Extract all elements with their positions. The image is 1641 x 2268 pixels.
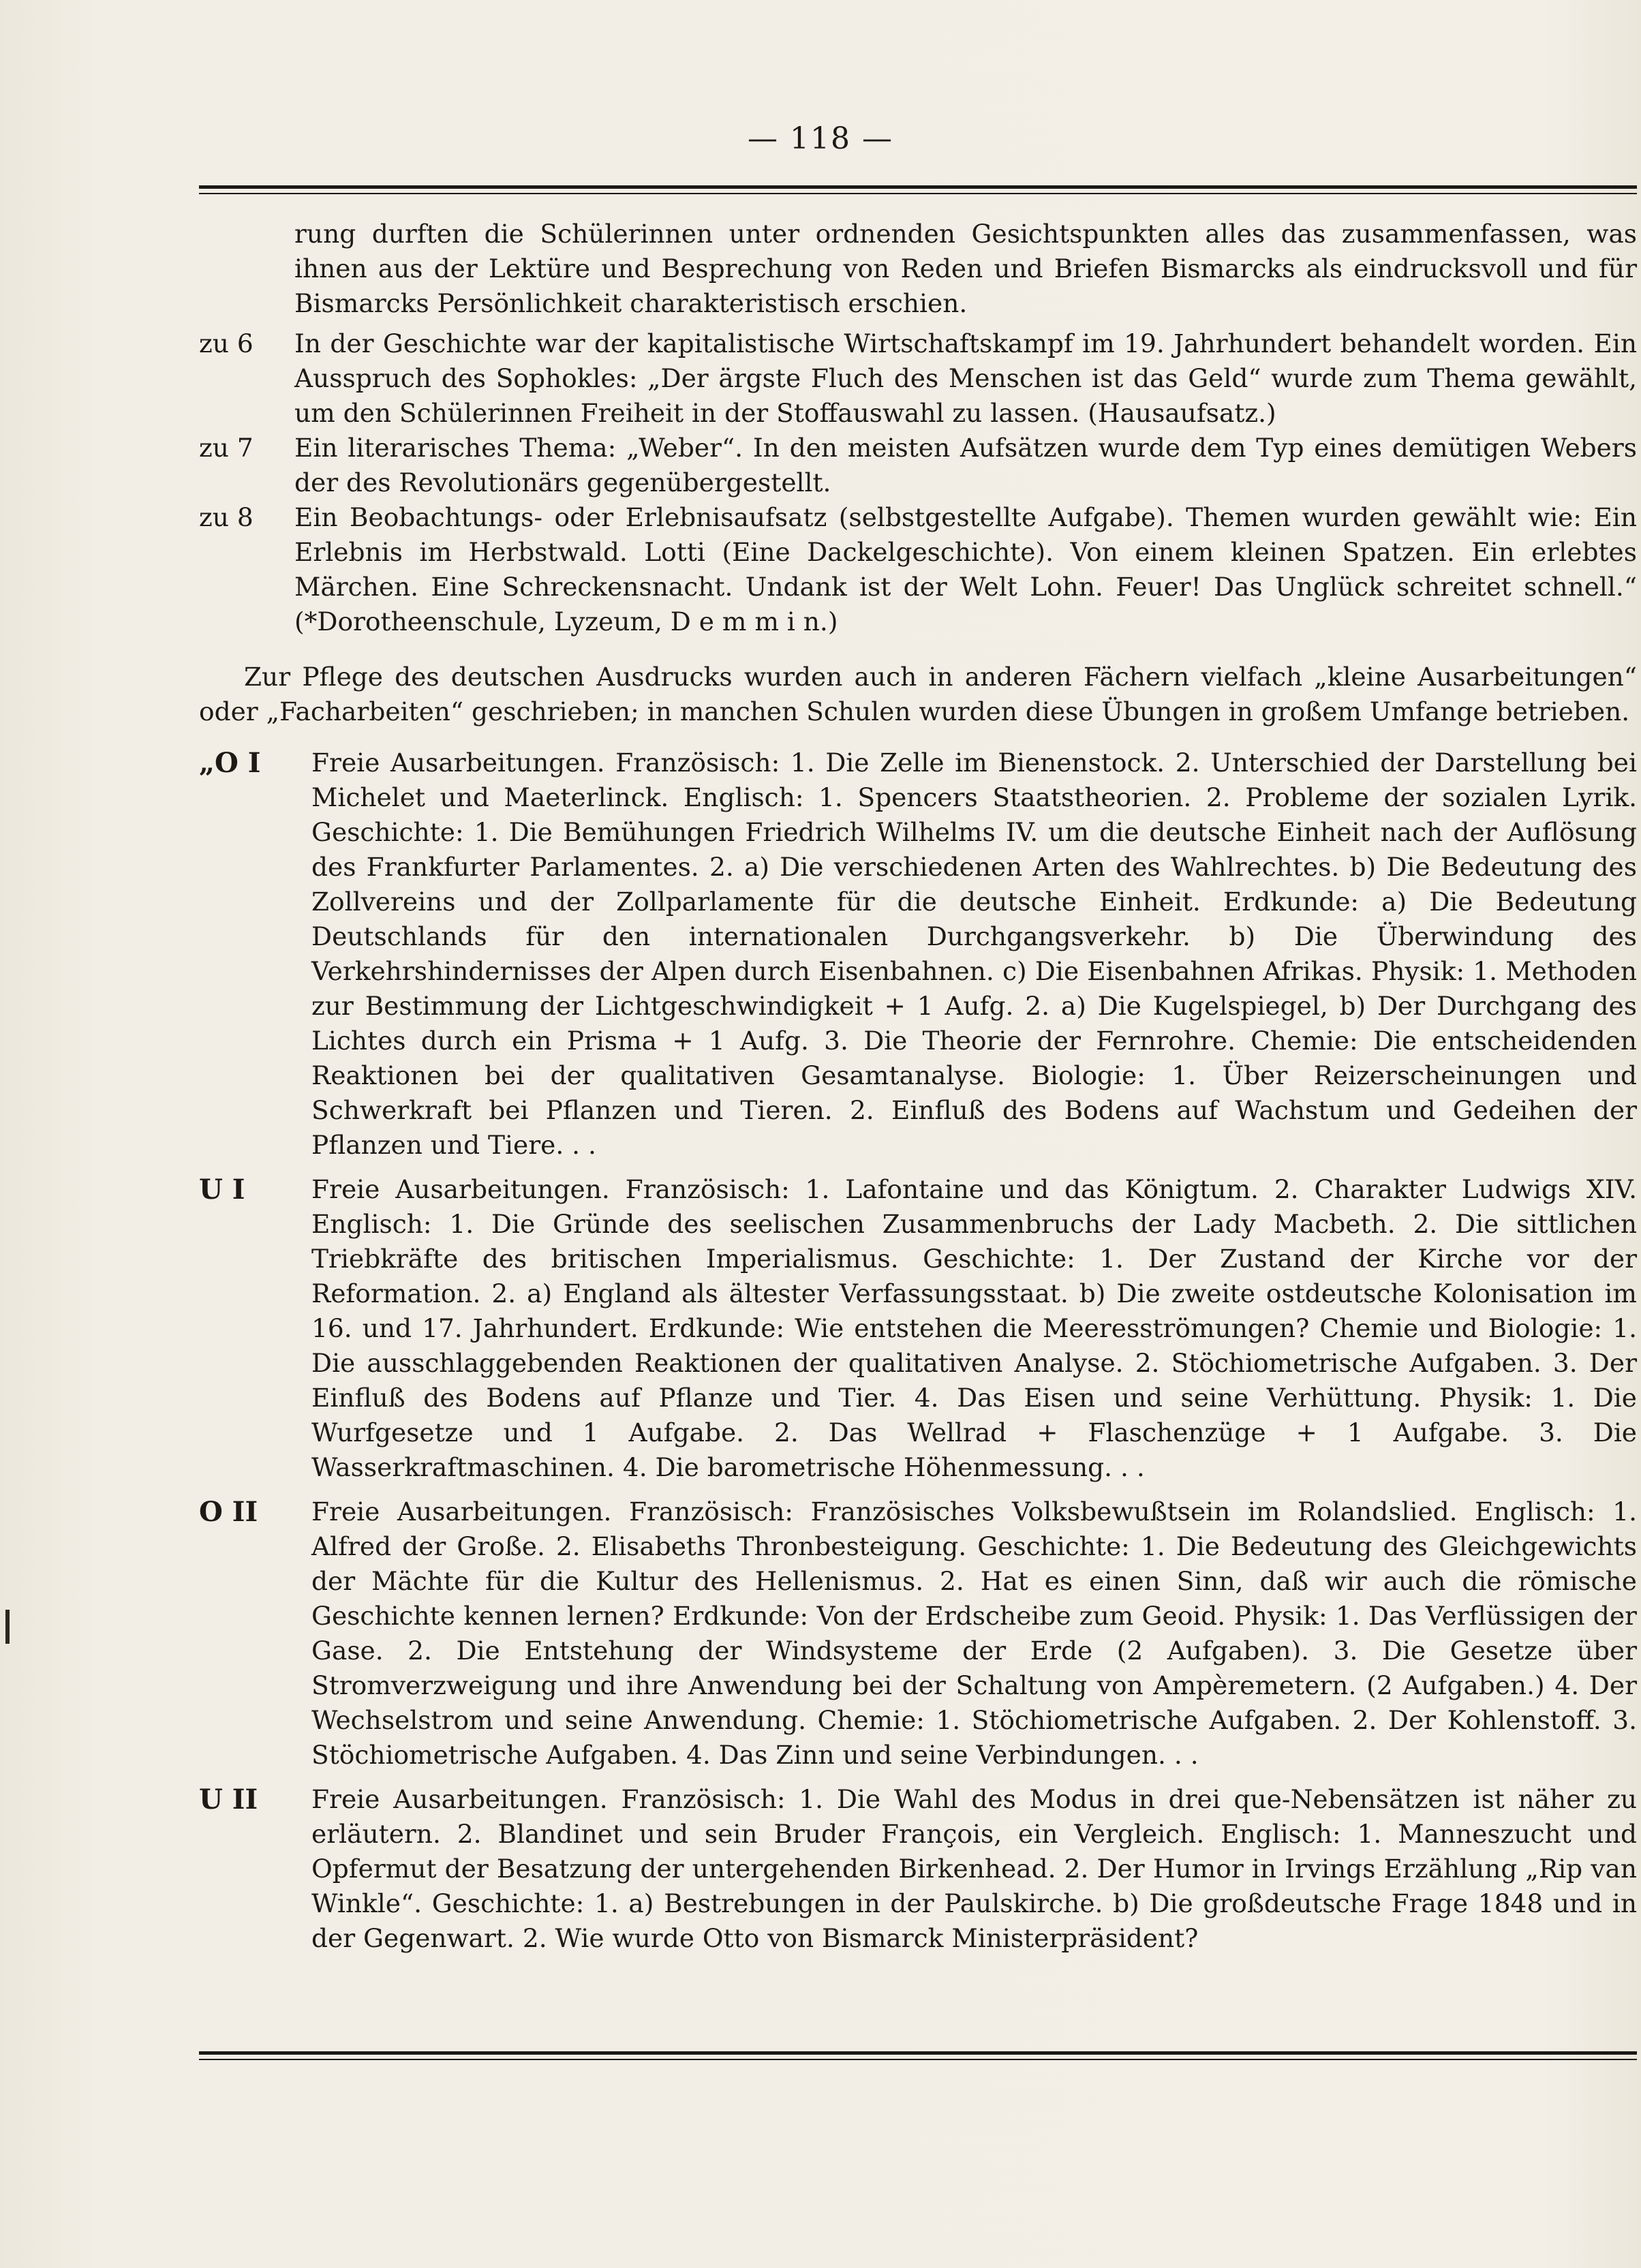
topic-label: zu 7 [199,433,254,463]
class-text: Freie Ausarbeitungen. Französisch: 1. Die Wahl des Modus in drei que-Nebensätzen ist näher zu erläutern. 2. Blandinet und sein Bruder François, ein Vergleich. Englisch: 1. Manneszucht und Opfermut der Besatzung der untergehenden Birkenhead. 2. Der Humor in Irvings Erzählung „Rip van Winkle“. Geschichte: 1. a) Bestrebungen in der Paulskirche. b) Die großdeutsche Frage 1848 und in der Gegenwart. 2. Wie wurde Otto von Bismarck Ministerpräsident? [311,1784,1637,1953]
class-label: U I [199,1174,245,1206]
class-label: U II [199,1783,258,1815]
class-entry [199,746,1637,1163]
topic-entry [199,431,1637,500]
topic-text: Ein Beobachtungs- oder Erlebnisaufsatz (selbstgestellte Aufgabe). Themen wurden gewählt wie: Ein Erlebnis im Herbstwald. Lotti (Eine Dackelgeschichte). Von einem kleinen Spatzen. Ein erlebtes Märchen. Eine Schreckensnacht. Undank ist der Welt Lohn. Feuer! Das Unglück schreitet schnell.“ (*Dorotheenschule, Lyzeum, D e m m i n.) [294,502,1637,637]
header-rule [199,185,1637,194]
topic-entry [199,326,1637,431]
intro-paragraph: rung durften die Schülerinnen unter ordnenden Gesichtspunkten alles das zusammenfassen, was ihnen aus der Lektüre und Besprechung von Reden und Briefen Bismarcks als eindrucksvoll und für Bismarcks Persönlichkeit charakteristisch erschien. [294,219,1637,318]
class-text: Freie Ausarbeitungen. Französisch: 1. Die Zelle im Bienenstock. 2. Unterschied der Darstellung bei Michelet und Maeterlinck. Englisch: 1. Spencers Staatstheorien. 2. Probleme der sozialen Lyrik. Geschichte: 1. Die Bemühungen Friedrich Wilhelms IV. um die deutsche Einheit nach der Auflösung des Frankfurter Parlamentes. 2. a) Die verschiedenen Arten des Wahlrechtes. b) Die Bedeutung des Zollvereins und der Zollparlamente für die deutsche Einheit. Erdkunde: a) Die Bedeutung Deutschlands für den internationalen Durchgangsverkehr. b) Die Überwindung des Verkehrshindernisses der Alpen durch Eisenbahnen. c) Die Eisenbahnen Afrikas. Physik: 1. Methoden zur Bestimmung der Lichtgeschwindigkeit + 1 Aufg. 2. a) Die Kugelspiegel, b) Der Durchgang des Lichtes durch ein Prisma + 1 Aufg. 3. Die Theorie der Fernrohre. Chemie: Die entscheidenden Reaktionen bei der qualitativen Gesamtanalyse. Biologie: 1. Über Reizerscheinungen und Schwerkraft bei Pflanzen und Tieren. 2. Einfluß des Bodens auf Wachstum und Gedeihen der Pflanzen und Tiere. . . [311,748,1637,1160]
page-number: — 118 — [748,121,893,156]
class-label: „O I [199,747,261,779]
topic-entry [199,500,1637,639]
class-entry [199,1495,1637,1773]
topic-text: In der Geschichte war der kapitalistische Wirtschaftskampf im 19. Jahrhundert behandelt worden. Ein Ausspruch des Sophokles: „Der ärgste Fluch des Menschen ist das Geld“ wurde zum Thema gewählt, um den Schülerinnen Freiheit in der Stoffauswahl zu lassen. (Hausaufsatz.) [294,328,1637,428]
footer-rule [199,2051,1637,2060]
summary-paragraph: Zur Pflege des deutschen Ausdrucks wurden auch in anderen Fächern vielfach „kleine Ausarbeitungen“ oder „Facharbeiten“ geschrieben; in manchen Schulen wurden diese Übungen in großem Umfange betrieben. [199,662,1637,726]
class-text: Freie Ausarbeitungen. Französisch: 1. Lafontaine und das Königtum. 2. Charakter Ludwigs XIV. Englisch: 1. Die Gründe des seelischen Zusammenbruchs der Lady Macbeth. 2. Die sittlichen Triebkräfte des britischen Imperialismus. Geschichte: 1. Der Zustand der Kirche vor der Reformation. 2. a) England als ältester Verfassungsstaat. b) Die zweite ostdeutsche Kolonisation im 16. und 17. Jahrhundert. Erdkunde: Wie entstehen die Meeresströmungen? Chemie und Biologie: 1. Die ausschlaggebenden Reaktionen der qualitativen Analyse. 2. Stöchiometrische Aufgaben. 3. Der Einfluß des Bodens auf Pflanze und Tier. 4. Das Eisen und seine Verhüttung. Physik: 1. Die Wurfgesetze und 1 Aufgabe. 2. Das Wellrad + Flaschenzüge + 1 Aufgabe. 3. Die Wasserkraftmaschinen. 4. Die barometrische Höhenmessung. . . [311,1174,1637,1482]
scan-margin-mark [5,1610,10,1644]
topic-text: Ein literarisches Thema: „Weber“. In den meisten Aufsätzen wurde dem Typ eines demütigen Webers der des Revolutionärs gegenübergestellt. [294,433,1637,497]
page-body [199,217,1637,1956]
class-text: Freie Ausarbeitungen. Französisch: Französisches Volksbewußtsein im Rolandslied. Englisch: 1. Alfred der Große. 2. Elisabeths Thronbesteigung. Geschichte: 1. Die Bedeutung des Gleichgewichts der Mächte für die Kultur des Hellenismus. 2. Hat es einen Sinn, daß wir auch die römische Geschichte kennen lernen? Erdkunde: Von der Erdscheibe zum Geoid. Physik: 1. Das Verflüssigen der Gase. 2. Die Entstehung der Windsysteme der Erde (2 Aufgaben). 3. Die Gesetze über Stromverzweigung und ihre Anwendung bei der Schaltung von Ampèremetern. (2 Aufgaben.) 4. Der Wechselstrom und seine Anwendung. Chemie: 1. Stöchiometrische Aufgaben. 2. Der Kohlenstoff. 3. Stöchiometrische Aufgaben. 4. Das Zinn und seine Verbindungen. . . [311,1497,1637,1770]
topic-label: zu 6 [199,328,254,358]
topic-label: zu 8 [199,502,254,532]
class-entry [199,1782,1637,1956]
class-entry [199,1172,1637,1485]
class-label: O II [199,1496,258,1528]
